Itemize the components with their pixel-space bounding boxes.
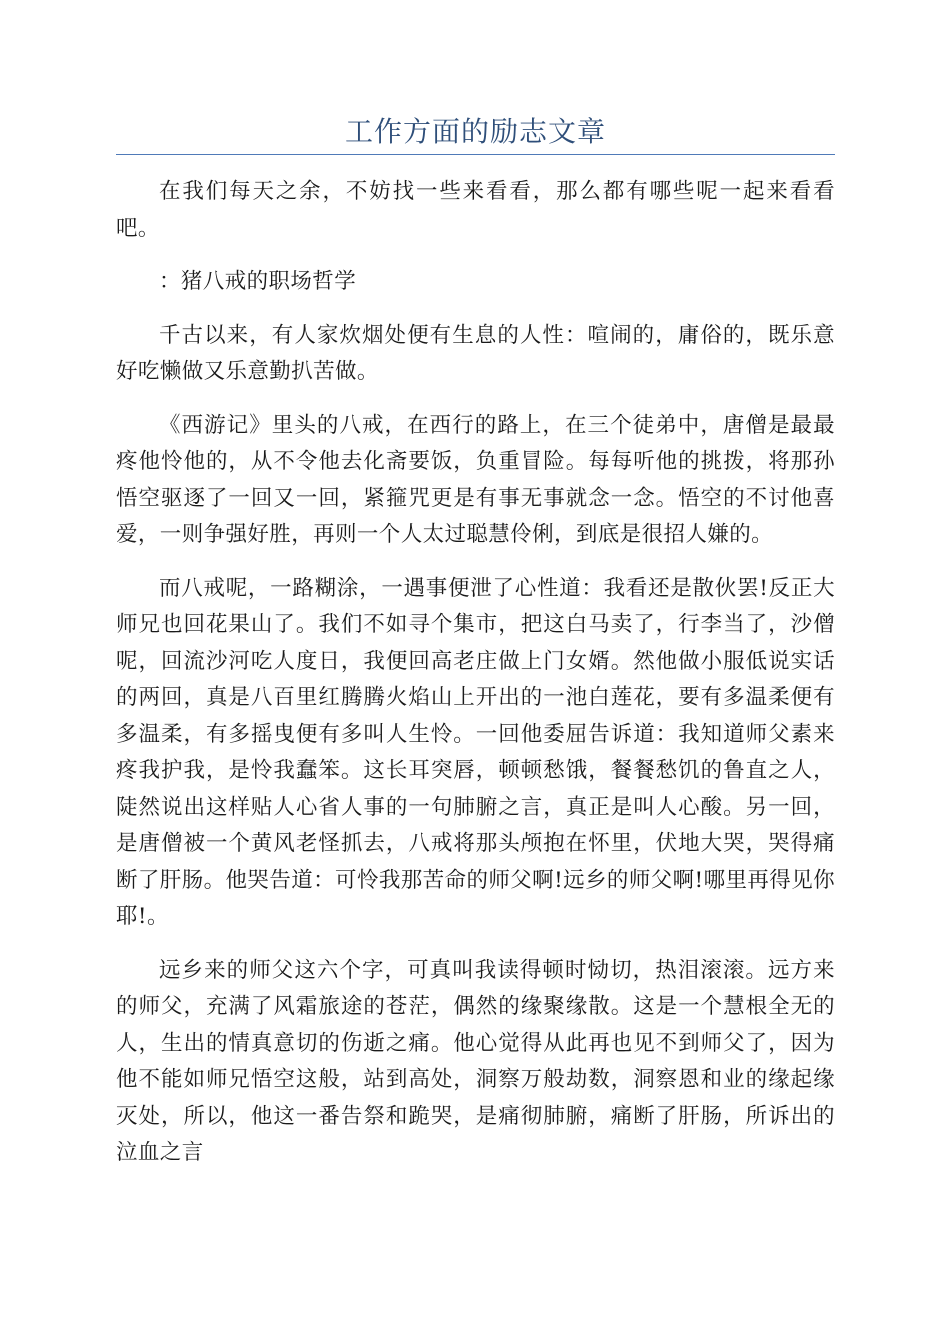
paragraph-1: 千古以来，有人家炊烟处便有生息的人性：喧闹的，庸俗的，既乐意好吃懒做又乐意勤扒苦做。	[116, 322, 835, 384]
paragraph-3: 而八戒呢，一路糊涂，一遇事便泄了心性道：我看还是散伙罢!反正大师兄也回花果山了。我们不如寻个集市，把这白马卖了，行李当了，沙僧呢，回流沙河吃人度日，我便回高老庄做上门女婿。然他做小服低说实话的两回，真是八百里红腾腾火焰山上开出的一池白莲花，要有多温柔便有多温柔，有多摇曳便有多叫人生怜。一回他委屈告诉道：我知道师父素来疼我护我，是怜我蠢笨。这长耳突唇，顿顿愁饿，餐餐愁饥的鲁直之人，陡然说出这样贴人心省人事的一句肺腑之言，真正是叫人心酸。另一回，是唐僧被一个黄风老怪抓去，八戒将那头颅抱在怀里，伏地大哭，哭得痛断了肝肠。他哭告道：可怜我那苦命的师父啊!远乡的师父啊!哪里再得见你耶!。	[116, 575, 835, 929]
document-title: 工作方面的励志文章	[344, 115, 606, 148]
paragraph-intro: 在我们每天之余，不妨找一些来看看，那么都有哪些呢一起来看看吧。	[116, 179, 835, 241]
title-underline	[116, 154, 835, 155]
paragraph-4: 远乡来的师父这六个字，可真叫我读得顿时恸切，热泪滚滚。远方来的师父，充满了风霜旅途的苍茫，偶然的缘聚缘散。这是一个慧根全无的人，生出的情真意切的伤逝之痛。他心觉得从此再也见不到师父了，因为他不能如师兄悟空这般，站到高处，洞察万般劫数，洞察恩和业的缘起缘灭处，所以，他这一番告祭和跪哭，是痛彻肺腑，痛断了肝肠，所诉出的泣血之言	[116, 957, 835, 1165]
document-body	[116, 174, 835, 1189]
paragraph-heading: ：猪八戒的职场哲学	[159, 269, 357, 294]
paragraph-2: 《西游记》里头的八戒，在西行的路上，在三个徒弟中，唐僧是最最疼他怜他的，从不令他去化斋要饭，负重冒险。每每听他的挑拨，将那孙悟空驱逐了一回又一回，紧箍咒更是有事无事就念一念。悟空的不讨他喜爱，一则争强好胜，再则一个人太过聪慧伶俐，到底是很招人嫌的。	[116, 412, 835, 547]
